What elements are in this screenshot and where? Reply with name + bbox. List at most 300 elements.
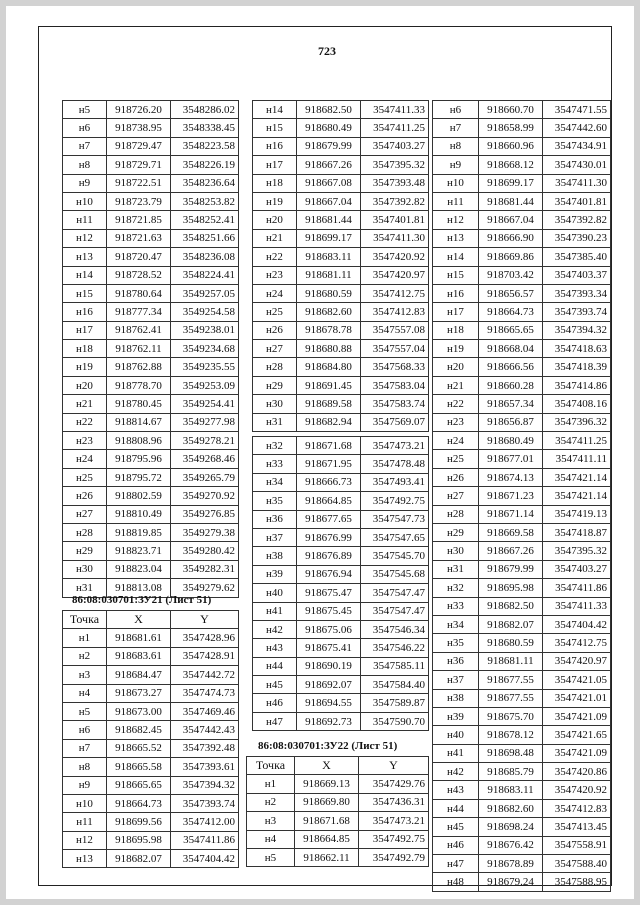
point-cell: н27: [433, 487, 479, 505]
y-cell: 3547420.97: [543, 652, 611, 670]
y-cell: 3547419.13: [543, 505, 611, 523]
point-cell: н11: [433, 192, 479, 210]
y-cell: 3548223.58: [171, 137, 239, 155]
point-cell: н25: [63, 468, 107, 486]
table-row: [63, 721, 239, 739]
x-cell: 918738.95: [107, 119, 171, 137]
point-cell: н12: [433, 211, 479, 229]
y-cell: 3547420.86: [543, 763, 611, 781]
point-cell: н30: [433, 542, 479, 560]
x-cell: 918665.58: [107, 758, 171, 776]
x-cell: 918667.08: [297, 174, 361, 192]
coordinates-table: [62, 100, 239, 598]
point-cell: н22: [433, 395, 479, 413]
x-cell: 918721.63: [107, 229, 171, 247]
x-cell: 918823.71: [107, 542, 171, 560]
table-row: [433, 303, 611, 321]
x-cell: 918684.80: [297, 358, 361, 376]
y-cell: 3548226.19: [171, 156, 239, 174]
point-cell: н33: [253, 455, 297, 473]
point-cell: н28: [63, 523, 107, 541]
y-cell: 3548224.41: [171, 266, 239, 284]
table-row: [433, 395, 611, 413]
table-row: [63, 739, 239, 757]
point-cell: н6: [63, 721, 107, 739]
y-cell: 3547393.34: [543, 284, 611, 302]
table-row: [433, 137, 611, 155]
table-row: [433, 671, 611, 689]
table-row: [433, 579, 611, 597]
x-cell: 918676.89: [297, 547, 361, 565]
table-header-row: [247, 757, 429, 775]
x-cell: 918681.11: [297, 266, 361, 284]
point-cell: н1: [63, 629, 107, 647]
point-cell: н47: [433, 855, 479, 873]
point-cell: н27: [253, 340, 297, 358]
table-row: [433, 229, 611, 247]
x-cell: 918778.70: [107, 376, 171, 394]
x-cell: 918667.04: [479, 211, 543, 229]
table-row: [63, 702, 239, 720]
x-cell: 918802.59: [107, 487, 171, 505]
y-cell: 3547421.65: [543, 726, 611, 744]
y-cell: 3547473.21: [359, 812, 429, 830]
x-cell: 918694.55: [297, 694, 361, 712]
y-cell: 3547392.48: [171, 739, 239, 757]
x-cell: 918795.96: [107, 450, 171, 468]
y-cell: 3547492.75: [361, 492, 429, 510]
point-cell: н45: [433, 818, 479, 836]
table-row: [63, 813, 239, 831]
x-cell: 918675.70: [479, 707, 543, 725]
x-cell: 918699.17: [297, 229, 361, 247]
table-row: [253, 639, 429, 657]
table-row: [63, 248, 239, 266]
x-cell: 918823.04: [107, 560, 171, 578]
y-cell: 3547493.41: [361, 473, 429, 491]
header-y: Y: [359, 757, 429, 775]
x-cell: 918683.11: [297, 248, 361, 266]
y-cell: 3547421.01: [543, 689, 611, 707]
table-row: [253, 547, 429, 565]
table-row: [63, 321, 239, 339]
table-row: [63, 101, 239, 119]
y-cell: 3548252.41: [171, 211, 239, 229]
table-row: [433, 542, 611, 560]
point-cell: н41: [433, 744, 479, 762]
x-cell: 918658.99: [479, 119, 543, 137]
table-row: [63, 468, 239, 486]
point-cell: н16: [253, 137, 297, 155]
y-cell: 3547492.79: [359, 848, 429, 866]
point-cell: н26: [433, 468, 479, 486]
x-cell: 918664.73: [479, 303, 543, 321]
point-cell: н27: [63, 505, 107, 523]
y-cell: 3547442.72: [171, 666, 239, 684]
y-cell: 3547557.08: [361, 321, 429, 339]
y-cell: 3549254.41: [171, 395, 239, 413]
x-cell: 918681.44: [297, 211, 361, 229]
table-row: [63, 119, 239, 137]
table-row: [433, 358, 611, 376]
table-row: [433, 726, 611, 744]
point-cell: н19: [433, 340, 479, 358]
x-cell: 918680.49: [479, 432, 543, 450]
point-cell: н37: [253, 528, 297, 546]
x-cell: 918677.55: [479, 689, 543, 707]
y-cell: 3547394.32: [171, 776, 239, 794]
y-cell: 3548251.66: [171, 229, 239, 247]
x-cell: 918675.06: [297, 620, 361, 638]
table-row: [253, 602, 429, 620]
point-cell: н23: [63, 432, 107, 450]
table-row: [253, 248, 429, 266]
y-cell: 3547436.31: [359, 793, 429, 811]
y-cell: 3547418.87: [543, 523, 611, 541]
table-row: [433, 101, 611, 119]
x-cell: 918780.64: [107, 284, 171, 302]
table-row: [433, 523, 611, 541]
table-row: [253, 455, 429, 473]
point-cell: н17: [63, 321, 107, 339]
point-cell: н28: [433, 505, 479, 523]
y-cell: 3547474.73: [171, 684, 239, 702]
table-row: [433, 413, 611, 431]
table-row: [433, 248, 611, 266]
x-cell: 918810.49: [107, 505, 171, 523]
section-title: 86:08:030701:ЗУ22 (Лист 51): [258, 740, 398, 752]
point-cell: н10: [63, 794, 107, 812]
table-row: [433, 744, 611, 762]
point-cell: н15: [63, 284, 107, 302]
point-cell: н29: [253, 376, 297, 394]
x-cell: 918726.20: [107, 101, 171, 119]
table-row: [253, 565, 429, 583]
y-cell: 3547412.75: [543, 634, 611, 652]
y-cell: 3547403.27: [361, 137, 429, 155]
point-cell: н13: [63, 850, 107, 868]
table-row: [63, 340, 239, 358]
x-cell: 918669.80: [295, 793, 359, 811]
point-cell: н3: [63, 666, 107, 684]
table-row: [63, 413, 239, 431]
table-row: [63, 266, 239, 284]
point-cell: н34: [433, 615, 479, 633]
x-cell: 918699.56: [107, 813, 171, 831]
y-cell: 3549254.58: [171, 303, 239, 321]
y-cell: 3547411.33: [361, 101, 429, 119]
table-row: [253, 284, 429, 302]
x-cell: 918667.04: [297, 192, 361, 210]
table-row: [433, 799, 611, 817]
x-cell: 918666.90: [479, 229, 543, 247]
point-cell: н40: [253, 584, 297, 602]
y-cell: 3547585.11: [361, 657, 429, 675]
point-cell: н14: [433, 248, 479, 266]
y-cell: 3547434.91: [543, 137, 611, 155]
x-cell: 918678.12: [479, 726, 543, 744]
x-cell: 918669.58: [479, 523, 543, 541]
x-cell: 918680.88: [297, 340, 361, 358]
table-row: [253, 437, 429, 455]
y-cell: 3547411.33: [543, 597, 611, 615]
y-cell: 3547421.14: [543, 468, 611, 486]
x-cell: 918695.98: [107, 831, 171, 849]
point-cell: н21: [63, 395, 107, 413]
section-title: 86:08:030701:ЗУ21 (Лист 51): [72, 594, 212, 606]
point-cell: н32: [253, 437, 297, 455]
y-cell: 3547546.34: [361, 620, 429, 638]
point-cell: н4: [247, 830, 295, 848]
x-cell: 918677.01: [479, 450, 543, 468]
x-cell: 918682.07: [479, 615, 543, 633]
point-cell: н7: [63, 739, 107, 757]
point-cell: н38: [253, 547, 297, 565]
x-cell: 918665.65: [107, 776, 171, 794]
x-cell: 918690.19: [297, 657, 361, 675]
y-cell: 3549238.01: [171, 321, 239, 339]
point-cell: н44: [433, 799, 479, 817]
table-row: [63, 450, 239, 468]
document-page: [6, 6, 634, 899]
table-row: [63, 211, 239, 229]
x-cell: 918819.85: [107, 523, 171, 541]
table-row: [253, 676, 429, 694]
x-cell: 918666.73: [297, 473, 361, 491]
point-cell: н18: [253, 174, 297, 192]
table-row: [253, 510, 429, 528]
table-row: [63, 156, 239, 174]
x-cell: 918698.48: [479, 744, 543, 762]
coordinates-column-3: [432, 100, 611, 892]
table-row: [253, 156, 429, 174]
table-row: [63, 831, 239, 849]
x-cell: 918676.94: [297, 565, 361, 583]
y-cell: 3547411.11: [543, 450, 611, 468]
point-cell: н46: [433, 836, 479, 854]
x-cell: 918667.26: [479, 542, 543, 560]
table-row: [433, 597, 611, 615]
table-row: [433, 174, 611, 192]
y-cell: 3549278.21: [171, 432, 239, 450]
x-cell: 918808.96: [107, 432, 171, 450]
y-cell: 3547412.00: [171, 813, 239, 831]
x-cell: 918682.94: [297, 413, 361, 431]
point-cell: н21: [253, 229, 297, 247]
table-row: [433, 432, 611, 450]
x-cell: 918762.11: [107, 340, 171, 358]
y-cell: 3547394.32: [543, 321, 611, 339]
table-row: [247, 848, 429, 866]
y-cell: 3549279.62: [171, 579, 239, 597]
x-cell: 918680.49: [297, 119, 361, 137]
table-row: [253, 119, 429, 137]
x-cell: 918666.56: [479, 358, 543, 376]
table-row: [433, 836, 611, 854]
table-row: [63, 284, 239, 302]
point-cell: н28: [253, 358, 297, 376]
section-table: [62, 610, 239, 868]
table-row: [253, 321, 429, 339]
table-row: [63, 395, 239, 413]
x-cell: 918682.60: [297, 303, 361, 321]
point-cell: н23: [433, 413, 479, 431]
y-cell: 3549277.98: [171, 413, 239, 431]
point-cell: н31: [433, 560, 479, 578]
table-row: [253, 694, 429, 712]
point-cell: н45: [253, 676, 297, 694]
y-cell: 3547568.33: [361, 358, 429, 376]
coordinates-column-1: [62, 100, 239, 598]
point-cell: н44: [253, 657, 297, 675]
header-x: X: [295, 757, 359, 775]
point-cell: н14: [253, 101, 297, 119]
y-cell: 3547428.96: [171, 629, 239, 647]
y-cell: 3548338.45: [171, 119, 239, 137]
x-cell: 918777.34: [107, 303, 171, 321]
x-cell: 918683.61: [107, 647, 171, 665]
y-cell: 3547420.92: [543, 781, 611, 799]
point-cell: н12: [63, 831, 107, 849]
y-cell: 3547395.32: [361, 156, 429, 174]
x-cell: 918656.57: [479, 284, 543, 302]
y-cell: 3547545.68: [361, 565, 429, 583]
point-cell: н4: [63, 684, 107, 702]
x-cell: 918677.65: [297, 510, 361, 528]
x-cell: 918673.00: [107, 702, 171, 720]
x-cell: 918691.45: [297, 376, 361, 394]
x-cell: 918668.04: [479, 340, 543, 358]
y-cell: 3547396.32: [543, 413, 611, 431]
y-cell: 3547589.87: [361, 694, 429, 712]
table-row: [433, 211, 611, 229]
table-row: [63, 487, 239, 505]
point-cell: н22: [253, 248, 297, 266]
point-cell: н3: [247, 812, 295, 830]
y-cell: 3547418.39: [543, 358, 611, 376]
table-row: [63, 629, 239, 647]
y-cell: 3549235.55: [171, 358, 239, 376]
point-cell: н46: [253, 694, 297, 712]
point-cell: н20: [253, 211, 297, 229]
point-cell: н5: [63, 101, 107, 119]
y-cell: 3547421.05: [543, 671, 611, 689]
point-cell: н10: [433, 174, 479, 192]
point-cell: н10: [63, 192, 107, 210]
x-cell: 918681.44: [479, 192, 543, 210]
x-cell: 918692.73: [297, 712, 361, 730]
y-cell: 3548236.08: [171, 248, 239, 266]
point-cell: н31: [253, 413, 297, 431]
point-cell: н39: [253, 565, 297, 583]
y-cell: 3547404.42: [171, 850, 239, 868]
table-row: [433, 873, 611, 891]
x-cell: 918671.14: [479, 505, 543, 523]
table-row: [63, 358, 239, 376]
y-cell: 3547421.09: [543, 744, 611, 762]
table-row: [253, 376, 429, 394]
table-row: [63, 684, 239, 702]
x-cell: 918679.99: [479, 560, 543, 578]
x-cell: 918679.24: [479, 873, 543, 891]
table-row: [433, 781, 611, 799]
y-cell: 3547420.97: [361, 266, 429, 284]
x-cell: 918692.07: [297, 676, 361, 694]
table-row: [433, 763, 611, 781]
point-cell: н40: [433, 726, 479, 744]
y-cell: 3547492.75: [359, 830, 429, 848]
table-row: [253, 413, 429, 431]
point-cell: н23: [253, 266, 297, 284]
coordinates-table: [252, 436, 429, 731]
y-cell: 3547401.81: [543, 192, 611, 210]
y-cell: 3547478.48: [361, 455, 429, 473]
table-row: [433, 376, 611, 394]
y-cell: 3547412.83: [543, 799, 611, 817]
point-cell: н12: [63, 229, 107, 247]
table-row: [433, 689, 611, 707]
point-cell: н42: [253, 620, 297, 638]
point-cell: н21: [433, 376, 479, 394]
table-row: [433, 818, 611, 836]
x-cell: 918665.52: [107, 739, 171, 757]
point-cell: н1: [247, 775, 295, 793]
coordinates-column-2-lower: [252, 436, 429, 731]
point-cell: н17: [433, 303, 479, 321]
point-cell: н38: [433, 689, 479, 707]
point-cell: н14: [63, 266, 107, 284]
header-x: X: [107, 611, 171, 629]
x-cell: 918698.24: [479, 818, 543, 836]
x-cell: 918677.55: [479, 671, 543, 689]
x-cell: 918682.50: [479, 597, 543, 615]
y-cell: 3547403.27: [543, 560, 611, 578]
table-row: [433, 119, 611, 137]
table-row: [63, 505, 239, 523]
y-cell: 3547590.70: [361, 712, 429, 730]
header-y: Y: [171, 611, 239, 629]
x-cell: 918664.85: [295, 830, 359, 848]
table-row: [63, 376, 239, 394]
point-cell: н16: [433, 284, 479, 302]
x-cell: 918729.71: [107, 156, 171, 174]
y-cell: 3547583.74: [361, 395, 429, 413]
table-row: [63, 758, 239, 776]
y-cell: 3547395.32: [543, 542, 611, 560]
y-cell: 3547418.63: [543, 340, 611, 358]
y-cell: 3547421.14: [543, 487, 611, 505]
point-cell: н37: [433, 671, 479, 689]
x-cell: 918669.86: [479, 248, 543, 266]
x-cell: 918660.28: [479, 376, 543, 394]
y-cell: 3547404.42: [543, 615, 611, 633]
y-cell: 3547411.25: [361, 119, 429, 137]
x-cell: 918680.59: [297, 284, 361, 302]
y-cell: 3549257.05: [171, 284, 239, 302]
y-cell: 3547411.25: [543, 432, 611, 450]
point-cell: н16: [63, 303, 107, 321]
table-row: [63, 850, 239, 868]
point-cell: н17: [253, 156, 297, 174]
y-cell: 3547393.74: [171, 794, 239, 812]
y-cell: 3547411.86: [171, 831, 239, 849]
point-cell: н36: [433, 652, 479, 670]
y-cell: 3547588.95: [543, 873, 611, 891]
x-cell: 918762.88: [107, 358, 171, 376]
point-cell: н31: [63, 579, 107, 597]
y-cell: 3547428.91: [171, 647, 239, 665]
x-cell: 918682.60: [479, 799, 543, 817]
